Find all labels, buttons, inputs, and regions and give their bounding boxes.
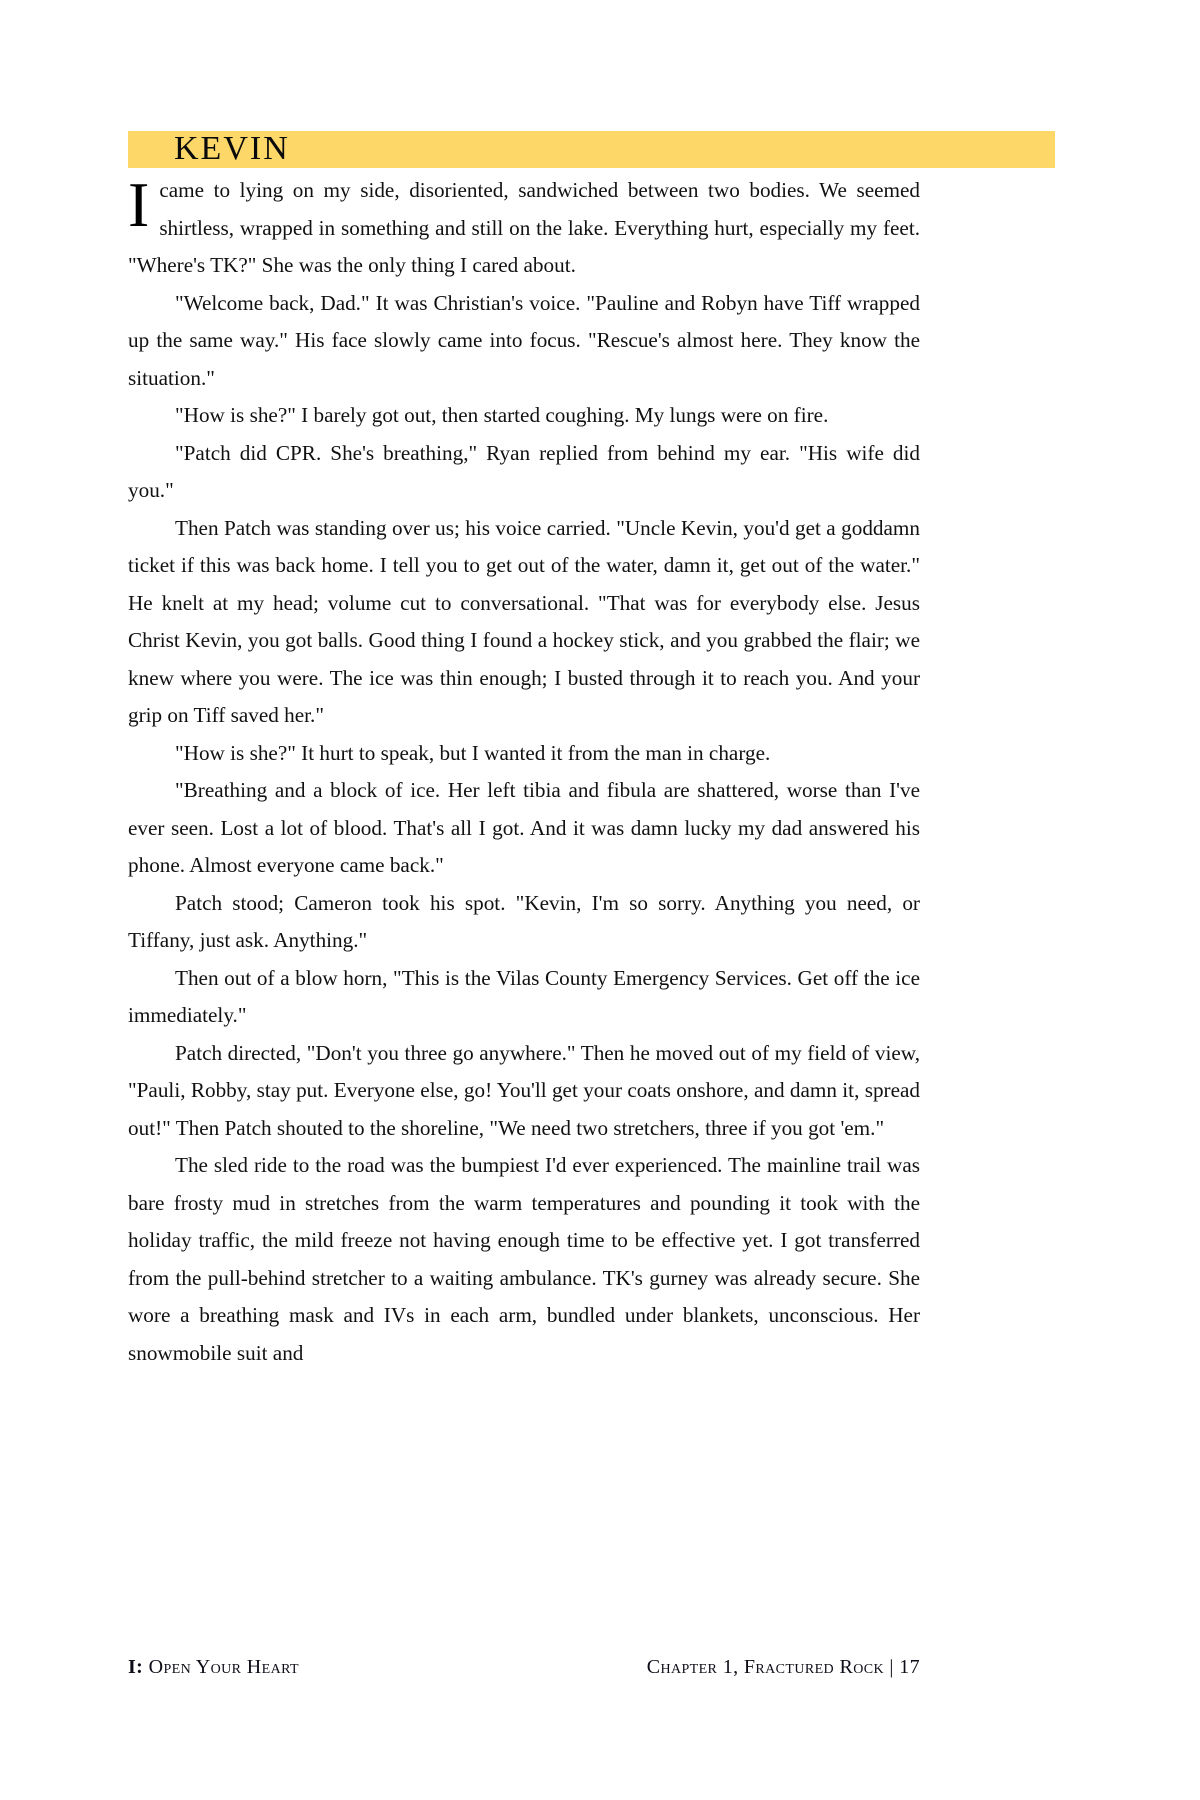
footer-chapter-text: Chapter 1, Fractured Rock — [646, 1656, 884, 1678]
paragraph-10: Patch directed, "Don't you three go anywhere." Then he moved out of my field of view, "Pauli, Robby, stay put. Everyone else, go! You'll get your coats onshore, and damn it, spread out!" Then Patch shouted to the shoreline, "We need two stretchers, three if you got 'em." — [128, 1040, 920, 1140]
body-text-column — [128, 169, 920, 1372]
paragraph-2: "Welcome back, Dad." It was Christian's voice. "Pauline and Robyn have Tiff wrapped up the same way." His face slowly came into focus. "Rescue's almost here. They know the situation." — [128, 290, 920, 390]
paragraph-7: "Breathing and a block of ice. Her left tibia and fibula are shattered, worse than I've ever seen. Lost a lot of blood. That's all I got. And it was damn lucky my dad answered his phone. Almost everyone came back." — [128, 778, 920, 877]
paragraph-text: came to lying on my side, disoriented, sandwiched between two bodies. We seemed shirtless, wrapped in something and still on the lake. Everything hurt, especially my feet. "Where's TK?" She was the only thing I cared about. — [128, 178, 920, 277]
paragraph-8: Patch stood; Cameron took his spot. "Kevin, I'm so sorry. Anything you need, or Tiffany, just ask. Anything." — [128, 890, 920, 952]
paragraph-5: Then Patch was standing over us; his voice carried. "Uncle Kevin, you'd get a goddamn ticket if this was back home. I tell you to get out of the water, damn it, get out of the water." He knelt at my head; volume cut to conversational. "That was for everybody else. Jesus Christ Kevin, you got balls. Good thing I found a hockey stick, and you grabbed the flair; we knew where you were. The ice was thin enough; I busted through it to reach you. And your grip on Tiff saved her." — [128, 515, 920, 727]
paragraph-6: "How is she?" It hurt to speak, but I wanted it from the man in charge. — [175, 740, 771, 765]
chapter-heading-band — [128, 131, 1055, 168]
paragraph-4: "Patch did CPR. She's breathing," Ryan replied from behind my ear. "His wife did you." — [128, 440, 920, 502]
footer-chapter-title — [647, 1656, 920, 1679]
chapter-heading-label: KEVIN — [174, 129, 290, 167]
paragraph-1 — [128, 169, 920, 285]
footer-title-text: Open Your Heart — [148, 1656, 299, 1678]
paragraph-3: "How is she?" I barely got out, then started coughing. My lungs were on fire. — [175, 403, 829, 427]
footer-separator: | — [883, 1656, 900, 1678]
footer-part-number: I: — [128, 1656, 149, 1678]
page-footer — [128, 1656, 920, 1679]
page-number: 17 — [899, 1656, 920, 1678]
drop-cap-letter: I — [128, 169, 150, 240]
footer-book-title — [128, 1656, 299, 1679]
paragraph-11: The sled ride to the road was the bumpiest I'd ever experienced. The mainline trail was bare frosty mud in stretches from the warm temperatures and pounding it took with the holiday traffic, the mild freeze not having enough time to be effective yet. I got transferred from the pull-behind stretcher to a waiting ambulance. TK's gurney was already secure. She wore a breathing mask and IVs in each arm, bundled under blankets, unconscious. Her snowmobile suit and — [128, 1153, 920, 1365]
paragraph-9: Then out of a blow horn, "This is the Vilas County Emergency Services. Get off the ice immediately." — [128, 965, 920, 1027]
